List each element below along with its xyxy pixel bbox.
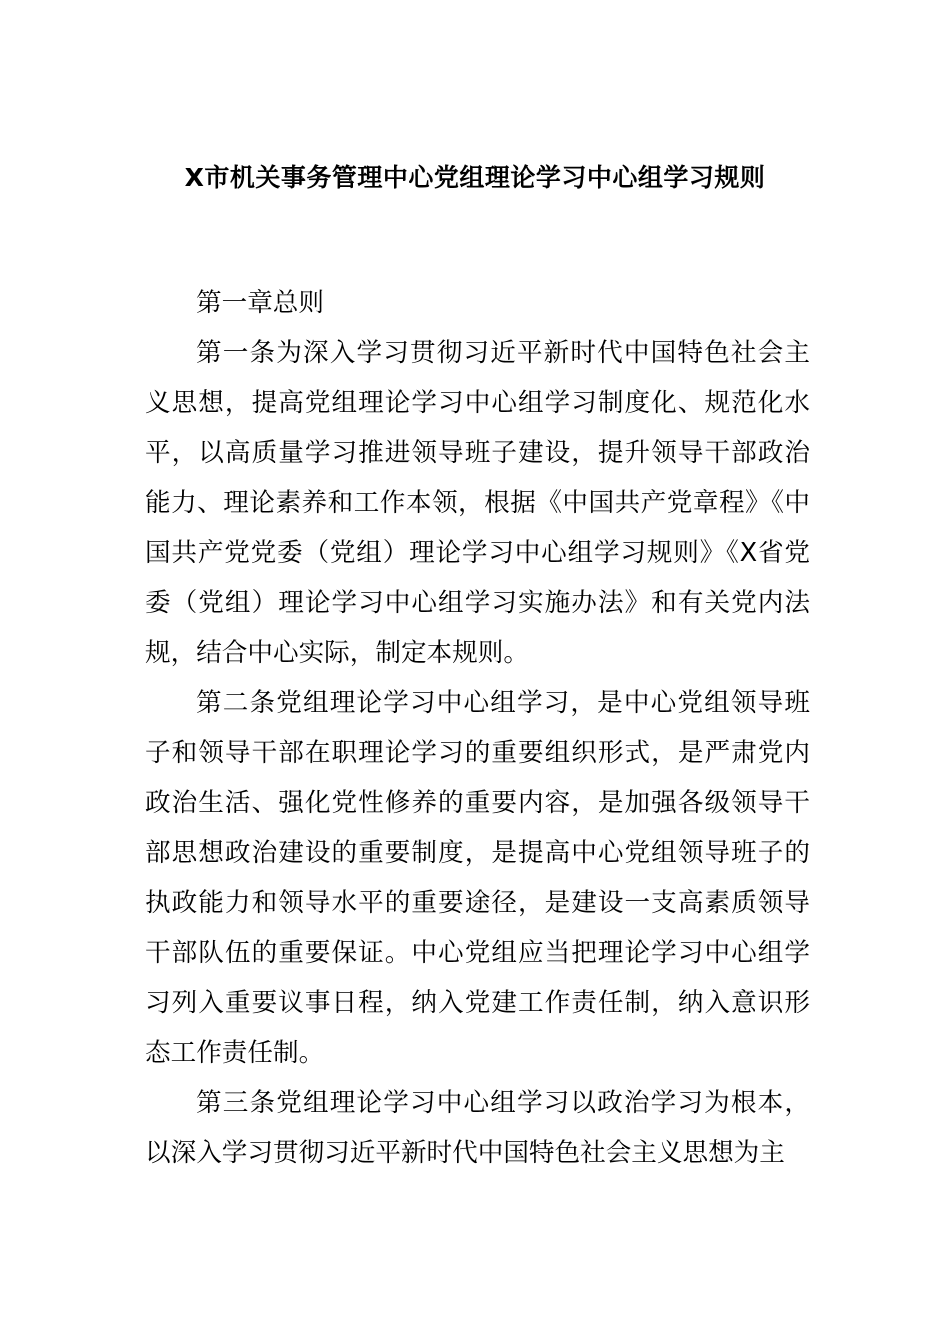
article-1-paragraph: 第一条为深入学习贯彻习近平新时代中国特色社会主义思想，提高党组理论学习中心组学习制度化、规范化水平，以高质量学习推进领导班子建设，提升领导干部政治能力、理论素养和工作本领，根据《中国共产党章程》《中国共产党党委（党组）理论学习中心组学习规则》《X省党委（党组）理论学习中心组学习实施办法》和有关党内法规，结合中心实际，制定本规则。 — [145, 338, 810, 668]
chapter-heading: 第一章总则 — [196, 288, 324, 318]
document-title: X市机关事务管理中心党组理论学习中心组学习规则 — [184, 163, 766, 192]
document-body — [145, 278, 810, 1178]
article-3-paragraph: 第三条党组理论学习中心组学习以政治学习为根本，以深入学习贯彻习近平新时代中国特色社会主义思想为主 — [145, 1088, 810, 1168]
article-2-paragraph: 第二条党组理论学习中心组学习，是中心党组领导班子和领导干部在职理论学习的重要组织形式，是严肃党内政治生活、强化党性修养的重要内容，是加强各级领导干部思想政治建设的重要制度，是提高中心党组领导班子的执政能力和领导水平的重要途径，是建设一支高素质领导干部队伍的重要保证。中心党组应当把理论学习中心组学习列入重要议事日程，纳入党建工作责任制，纳入意识形态工作责任制。 — [145, 688, 810, 1068]
